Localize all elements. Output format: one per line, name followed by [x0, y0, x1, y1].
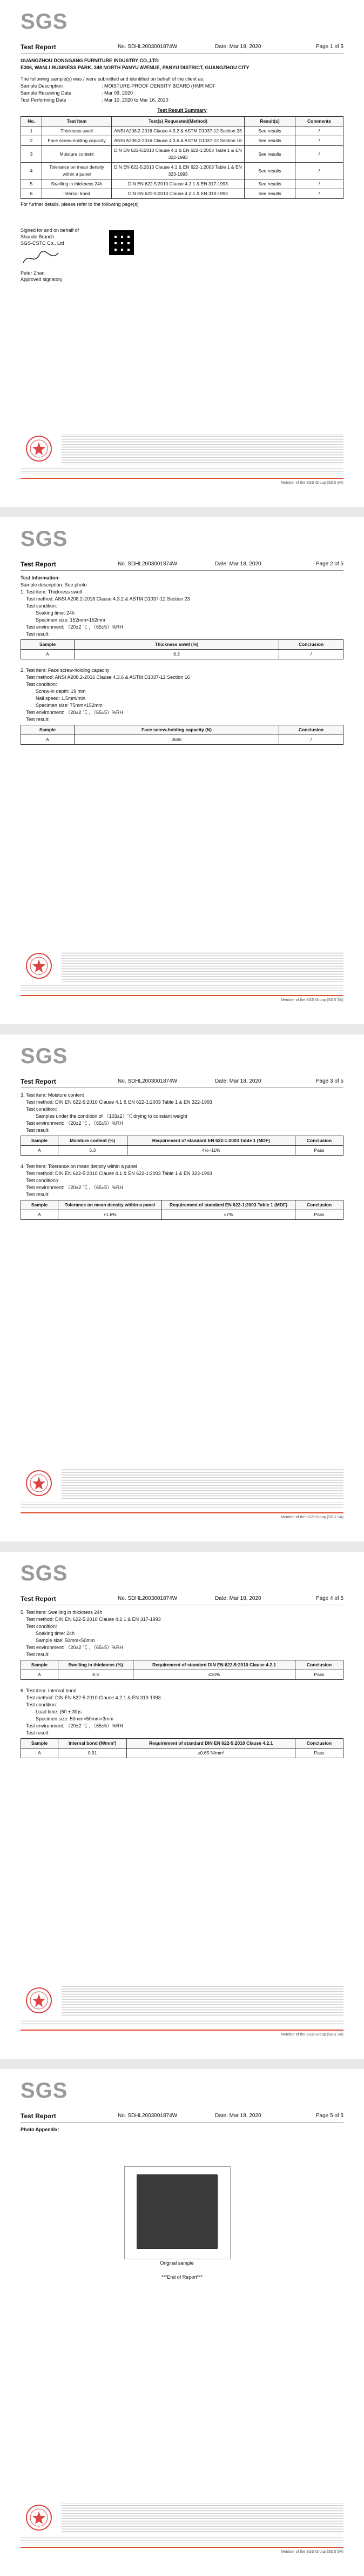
cell: 5: [21, 179, 42, 189]
text-line: Samples under the condition of （103±2）℃ drying to constant weight: [36, 1113, 187, 1119]
label: Sample Description: [21, 83, 63, 89]
summary-title: Test Result Summary: [157, 108, 207, 113]
column-header: Sample: [21, 1739, 58, 1749]
cell: A: [21, 1210, 58, 1220]
intro-text: The following sample(s) was / were submitted and identified on behalf of the client as:: [21, 76, 205, 82]
table-row: [21, 1670, 343, 1680]
member-text: Member of the SGS Group (SGS SA): [281, 2033, 343, 2037]
text-line: Test environment: （20±2 ℃ ，（65±5）%RH: [26, 1120, 123, 1126]
footer-rule: [21, 478, 343, 479]
column-header: Conclusion: [295, 1739, 343, 1749]
result-table: [21, 1660, 343, 1680]
value: : MOISTURE-PROOF DENSITY BOARD (HMR MDF: [102, 83, 216, 89]
cell: See results: [245, 126, 295, 136]
legal-text-block: [21, 2020, 343, 2025]
cell: ≤10%: [133, 1670, 295, 1680]
page-content: [21, 1609, 343, 1758]
table-row: [21, 735, 343, 745]
text-line: Test method: ANSI A208.2-2016 Clause 4.3.2 & ASTM D1037-12 Section 23: [26, 596, 190, 602]
text-line: Specimen size: 152mm×152mm: [36, 617, 105, 623]
signer-role: Approved signatory: [21, 277, 63, 282]
text-line: Test method: DIN EN 622-5:2010 Clause 4.1 & EN 622-1:2003 Table 1 & EN 322-1993: [26, 1099, 213, 1105]
table-row: [21, 189, 343, 199]
client-address: E306, WANLI BUSINESS PARK, 348 NORTH PANYU AVENUE, PANYU DISTRICT, GUANGZHOU CITY: [21, 65, 250, 70]
cell: 1: [21, 126, 42, 136]
end-of-report: ***End of Report***: [161, 2274, 203, 2280]
text-line: Test method: DIN EN 622-5:2010 Clause 4.1 & EN 622-1:2003 Table 1 & EN 323-1993: [26, 1171, 213, 1176]
legal-text-block: [62, 952, 343, 982]
report-title: Test Report: [21, 560, 56, 568]
test-item-title: 6. Test item: Internal bond: [21, 1688, 77, 1693]
cell: 8.3: [58, 1670, 133, 1680]
report-page-4: [0, 1552, 364, 2059]
sgs-stamp-icon: [25, 2504, 53, 2532]
member-text: Member of the SGS Group (SGS SA): [281, 998, 343, 1002]
cell: /: [295, 146, 343, 163]
column-header: Tolerance on mean density within a panel: [58, 1200, 162, 1210]
column-header: Requirement of standard DIN EN 622-5:2010 Clause 4.2.1: [133, 1660, 295, 1670]
column-header: Moisture content (%): [58, 1136, 127, 1146]
cell: ANSI A208.2-2016 Clause 4.3.2 & ASTM D1037-12 Section 23: [112, 126, 245, 136]
text-line: Test result:: [26, 1127, 50, 1133]
sgs-logo: SGS: [21, 2079, 68, 2103]
result-table: [21, 1200, 343, 1220]
cell: See results: [245, 179, 295, 189]
value: : Mar 10, 2020 to Mar 16, 2020: [102, 97, 168, 103]
page-number: Page 1 of 5: [315, 44, 343, 50]
table-row: [21, 136, 343, 146]
column-header: Sample: [21, 640, 75, 650]
org-text: SGS-CSTC Co., Ltd: [21, 241, 64, 246]
client-name: GUANGZHOU DONGGANG FURNITURE INDUSTRY CO.,LTD: [21, 58, 159, 63]
cell: +1.6%: [58, 1210, 162, 1220]
report-page-2: [0, 517, 364, 1024]
text-line: Test condition:: [26, 1624, 57, 1629]
value: : Mar 09, 2020: [102, 90, 133, 96]
text-line: Test condition:: [26, 1106, 57, 1112]
text-line: Nail speed: 1.5mm/min: [36, 696, 86, 701]
cell: DIN EN 622-5:2010 Clause 4.1 & EN 622-1:2003 Table 1 & EN 323-1993: [112, 163, 245, 179]
column-header: Swelling in thickness (%): [58, 1660, 133, 1670]
text-line: Test environment: （20±2 ℃ ，（65±5）%RH: [26, 710, 123, 715]
legal-text-block: [21, 1503, 343, 1508]
sgs-stamp-icon: [25, 952, 53, 980]
footer-rule: [21, 995, 343, 996]
text-line: Test environment: （20±2 ℃ ，（65±5）%RH: [26, 1185, 123, 1190]
report-number: No. SDHL2003001874W: [118, 1596, 178, 1601]
text-line: Test method: DIN EN 622-5:2010 Clause 4.2.1 & EN 317-1993: [26, 1617, 161, 1622]
text-line: Specimen size: 50mm×50mm×3mm: [36, 1716, 114, 1721]
report-date: Date: Mar 18, 2020: [215, 2113, 261, 2119]
cell: A: [21, 1146, 58, 1156]
text-line: Test environment: （20±2 ℃ ，（65±5）%RH: [26, 1723, 123, 1729]
cell: A: [21, 650, 75, 659]
sgs-stamp-icon: [25, 435, 53, 463]
page-content: [21, 575, 343, 745]
cell: 4%~11%: [127, 1146, 295, 1156]
cell: ANSI A208.2-2016 Clause 4.3.6 & ASTM D1037-12 Section 16: [112, 136, 245, 146]
report-page-3: [0, 1035, 364, 1541]
result-table: [21, 639, 343, 659]
column-header: Sample: [21, 1136, 58, 1146]
column-header: Test Item: [42, 117, 112, 126]
column-header: Sample: [21, 1660, 58, 1670]
sgs-logo: SGS: [21, 1044, 68, 1068]
text-line: Screw-in depth: 19 mm: [36, 689, 86, 694]
report-date: Date: Mar 18, 2020: [215, 44, 261, 50]
page-number: Page 4 of 5: [315, 1596, 343, 1601]
result-table: [21, 725, 343, 745]
label: Sample Receiving Date: [21, 90, 72, 96]
cell: DIN EN 622-5:2010 Clause 4.2.1 & EN 317-1993: [112, 179, 245, 189]
cell: Moisture content: [42, 146, 112, 163]
signer-name: Peter Zhao: [21, 270, 45, 276]
text-line: Test result:: [26, 717, 50, 722]
cell: Swelling in thickness 24h: [42, 179, 112, 189]
column-header: No.: [21, 117, 42, 126]
test-item-title: 4. Test item: Tolerance on mean density within a panel: [21, 1164, 137, 1169]
column-header: Requirement of standard EN 622-1:2003 Table 1 (MDF): [162, 1200, 295, 1210]
text-line: Test condition:: [26, 1702, 57, 1707]
sgs-stamp-icon: [25, 1469, 53, 1497]
cell: Thickness swell: [42, 126, 112, 136]
result-table: [21, 1136, 343, 1156]
sample-photo: [124, 2166, 231, 2259]
text-line: Test result:: [26, 631, 50, 637]
report-page-1: [0, 0, 364, 507]
text-line: Test environment: （20±2 ℃ ，（65±5）%RH: [26, 1645, 123, 1650]
cell: /: [295, 136, 343, 146]
report-date: Date: Mar 18, 2020: [215, 1078, 261, 1084]
column-header: Face screw-holding capacity (N): [75, 725, 279, 735]
page-footer: [21, 2501, 343, 2566]
text-line: Test result:: [26, 1730, 50, 1736]
table-row: [21, 1210, 343, 1220]
signature-image: [21, 246, 64, 268]
report-date: Date: Mar 18, 2020: [215, 1596, 261, 1601]
text-line: Sample size: 50mm×50mm: [36, 1638, 95, 1643]
sgs-stamp-icon: [25, 1986, 53, 2014]
summary-table: [21, 116, 343, 199]
legal-text-block: [62, 1986, 343, 2017]
text-line: Test condition:: [26, 682, 57, 687]
column-header: Thickness swell (%): [75, 640, 279, 650]
table-row: [21, 1146, 343, 1156]
text-line: Test result:: [26, 1192, 50, 1197]
cell: See results: [245, 189, 295, 199]
column-header: Conclusion: [279, 725, 343, 735]
text-line: Test condition:/: [26, 1178, 59, 1183]
cell: 2: [21, 136, 42, 146]
sgs-logo: SGS: [21, 1561, 68, 1585]
member-text: Member of the SGS Group (SGS SA): [281, 481, 343, 485]
cell: DIN EN 622-5:2010 Clause 4.1 & EN 622-1:2003 Table 1 & EN 322-1993: [112, 146, 245, 163]
footer-rule: [21, 1512, 343, 1513]
board-image: [137, 2174, 218, 2249]
cell: 6: [21, 189, 42, 199]
cell: Pass: [295, 1670, 343, 1680]
cell: 3665: [75, 735, 279, 745]
page-content: [21, 57, 343, 208]
signed-text: Signed for and on behalf of: [21, 228, 79, 233]
column-header: Requirement of standard DIN EN 622-5:2010 Clause 4.2.1: [127, 1739, 295, 1749]
legal-text-block: [21, 985, 343, 991]
cell: /: [295, 163, 343, 179]
branch-text: Shunde Branch: [21, 234, 55, 239]
table-row: [21, 1749, 343, 1758]
table-row: [21, 650, 343, 659]
report-number: No. SDHL2003001874W: [118, 561, 178, 567]
qr-code-icon: [109, 230, 134, 255]
text-line: Test method: ANSI A208.2-2016 Clause 4.3.6 & ASTM D1037-12 Section 16: [26, 675, 190, 680]
report-title: Test Report: [21, 2112, 56, 2120]
page-header: [21, 2111, 343, 2123]
text-line: Load time: (60 ± 30)s: [36, 1709, 82, 1714]
report-title: Test Report: [21, 1595, 56, 1603]
page-footer: [21, 1984, 343, 2049]
test-item-title: 2. Test item: Face screw-holding capacity: [21, 668, 110, 673]
cell: 0.91: [58, 1749, 127, 1758]
cell: /: [295, 126, 343, 136]
report-number: No. SDHL2003001874W: [118, 1078, 178, 1084]
page-content: [21, 2126, 343, 2133]
result-table: [21, 1738, 343, 1758]
page-header: [21, 1594, 343, 1605]
report-number: No. SDHL2003001874W: [118, 2113, 178, 2119]
report-title: Test Report: [21, 43, 56, 51]
further-note: For further details, please refer to the following page(s): [21, 202, 139, 207]
text-line: Specimen size: 75mm×152mm: [36, 703, 103, 708]
cell: Pass: [295, 1146, 343, 1156]
cell: /: [295, 179, 343, 189]
report-number: No. SDHL2003001874W: [118, 44, 178, 50]
page-number: Page 5 of 5: [315, 2113, 343, 2119]
cell: 3: [21, 146, 42, 163]
page-number: Page 3 of 5: [315, 1078, 343, 1084]
label: Test Performing Date: [21, 97, 66, 103]
cell: See results: [245, 136, 295, 146]
column-header: Conclusion: [295, 1200, 343, 1210]
footer-rule: [21, 2030, 343, 2031]
section-heading: Test Information:: [21, 575, 60, 580]
cell: 4: [21, 163, 42, 179]
text-line: Test environment: （20±2 ℃ ，（65±5）%RH: [26, 624, 123, 630]
member-text: Member of the SGS Group (SGS SA): [281, 2550, 343, 2554]
cell: A: [21, 735, 75, 745]
report-date: Date: Mar 18, 2020: [215, 561, 261, 567]
cell: /: [279, 650, 343, 659]
page-footer: [21, 950, 343, 1015]
legal-text-block: [21, 468, 343, 473]
column-header: Conclusion: [295, 1660, 343, 1670]
cell: ≥0.65 N/mm²: [127, 1749, 295, 1758]
text-line: Sample description: See photo: [21, 582, 87, 588]
column-header: Requirement of standard EN 622-1:2003 Table 1 (MDF): [127, 1136, 295, 1146]
sgs-logo: SGS: [21, 527, 68, 551]
cell: /: [295, 189, 343, 199]
report-title: Test Report: [21, 1078, 56, 1085]
table-row: [21, 146, 343, 163]
signature-block: [21, 227, 79, 283]
cell: DIN EN 622-5:2010 Clause 4.2.1 & EN 319-1993: [112, 189, 245, 199]
test-item-title: 5. Test item: Swelling in thickness 24h: [21, 1610, 103, 1615]
legal-text-block: [62, 2504, 343, 2534]
cell: A: [21, 1749, 58, 1758]
column-header: Internal bond (N/mm²): [58, 1739, 127, 1749]
column-header: Sample: [21, 1200, 58, 1210]
test-item-title: 1. Test item: Thickness swell: [21, 589, 82, 595]
cell: Tolerance on mean density within a panel: [42, 163, 112, 179]
page-footer: [21, 432, 343, 497]
page-header: [21, 42, 343, 54]
footer-rule: [21, 2547, 343, 2548]
text-line: Soaking time: 24h: [36, 1631, 75, 1636]
cell: 6.3: [75, 650, 279, 659]
page-number: Page 2 of 5: [315, 561, 343, 567]
text-line: Test condition:: [26, 603, 57, 609]
legal-text-block: [62, 1469, 343, 1499]
report-page-5: [0, 2069, 364, 2576]
column-header: Result(s): [245, 117, 295, 126]
legal-text-block: [21, 2537, 343, 2542]
cell: Internal bond: [42, 189, 112, 199]
column-header: Conclusion: [295, 1136, 343, 1146]
cell: See results: [245, 146, 295, 163]
column-header: Comments: [295, 117, 343, 126]
test-item-title: 3. Test item: Moisture content: [21, 1092, 84, 1098]
table-row: [21, 163, 343, 179]
member-text: Member of the SGS Group (SGS SA): [281, 1516, 343, 1519]
cell: Face screw-holding capacity: [42, 136, 112, 146]
column-header: Conclusion: [279, 640, 343, 650]
page-header: [21, 1077, 343, 1088]
cell: A: [21, 1670, 58, 1680]
photo-appendix-heading: Photo Appendix:: [21, 2127, 59, 2132]
page-header: [21, 559, 343, 571]
cell: See results: [245, 163, 295, 179]
cell: Pass: [295, 1210, 343, 1220]
table-row: [21, 126, 343, 136]
page-footer: [21, 1467, 343, 1532]
cell: 5.3: [58, 1146, 127, 1156]
cell: ±7%: [162, 1210, 295, 1220]
page-content: [21, 1092, 343, 1220]
cell: Pass: [295, 1749, 343, 1758]
text-line: Test method: DIN EN 622-5:2010 Clause 4.2.1 & EN 319-1993: [26, 1695, 161, 1700]
sgs-logo: SGS: [21, 10, 68, 34]
photo-caption: Original sample: [160, 2260, 194, 2266]
column-header: Test(s) Requested(Method): [112, 117, 245, 126]
cell: /: [279, 735, 343, 745]
table-row: [21, 179, 343, 189]
text-line: Soaking time: 24h: [36, 610, 75, 616]
text-line: Test result:: [26, 1652, 50, 1657]
legal-text-block: [62, 435, 343, 465]
column-header: Sample: [21, 725, 75, 735]
